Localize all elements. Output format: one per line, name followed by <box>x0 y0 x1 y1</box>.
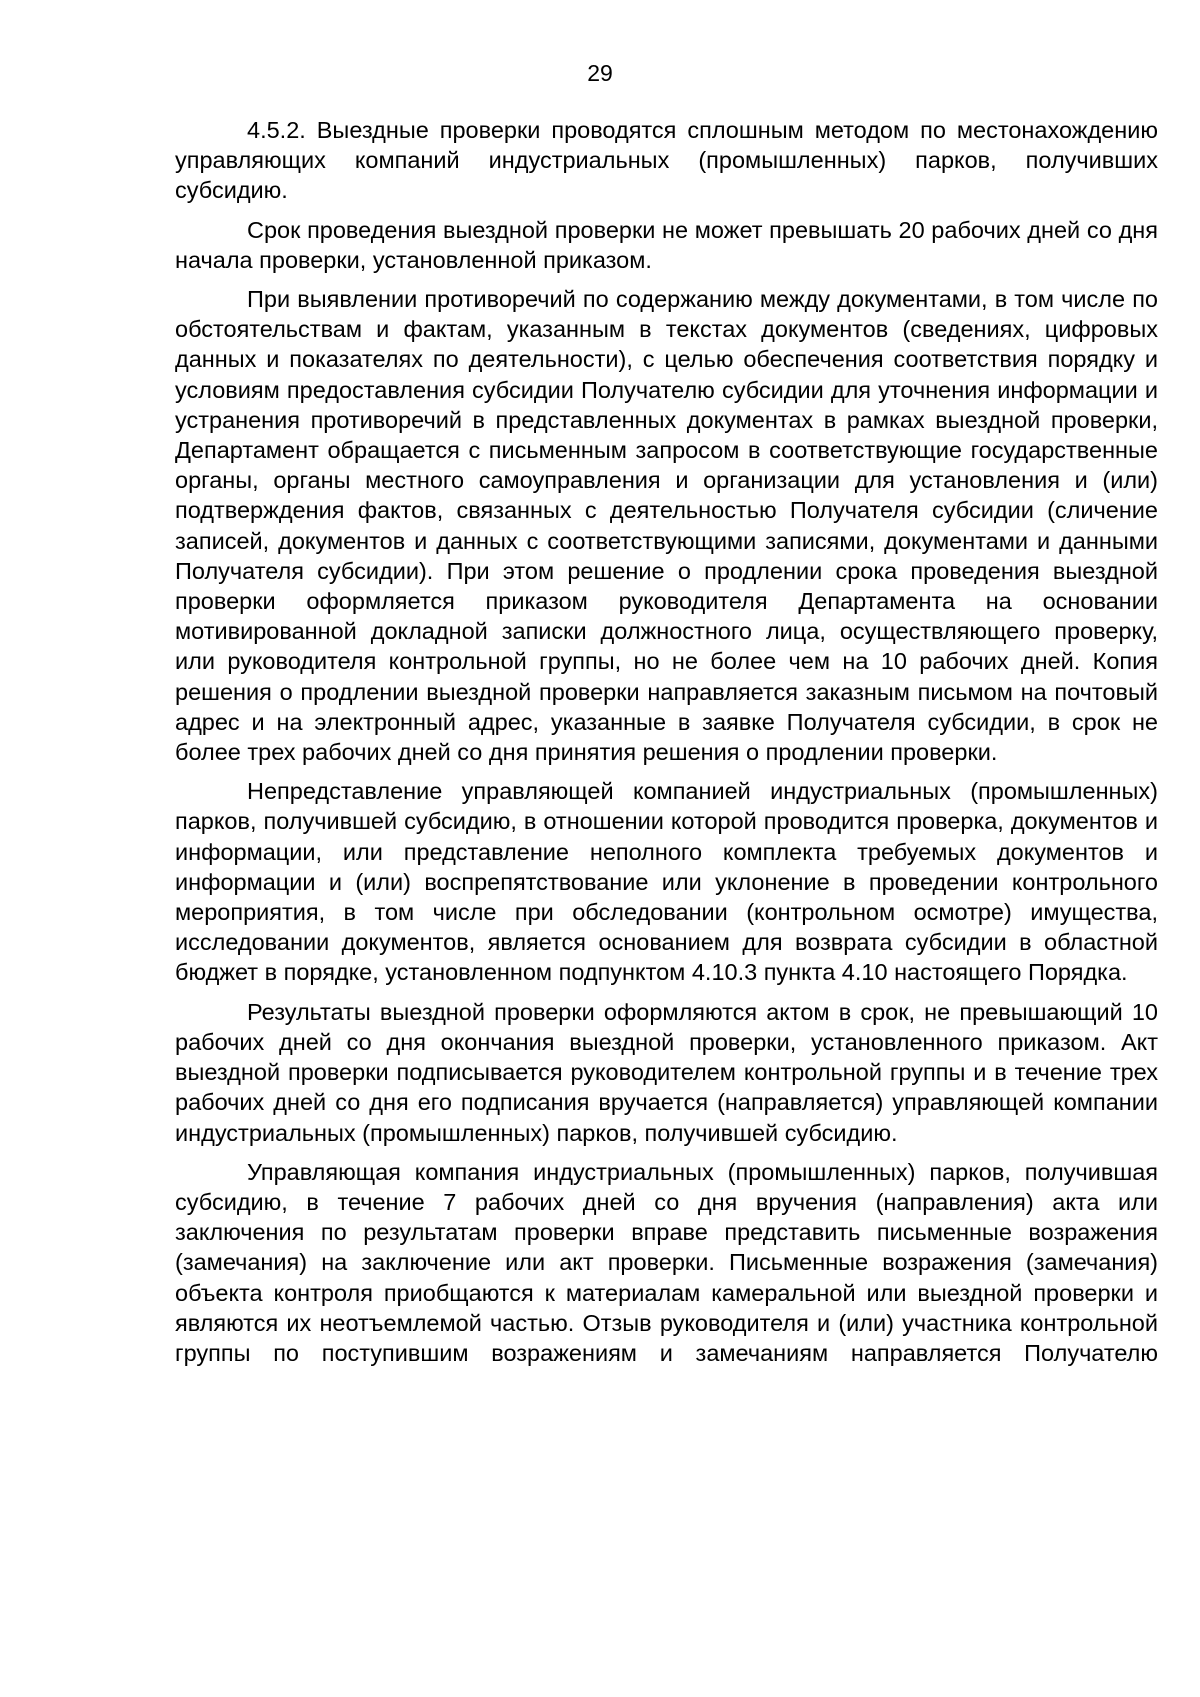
paragraph-inspection-term: Срок проведения выездной проверки не может превышать 20 рабочих дней со дня начала проверки, установленной приказом. <box>175 216 1158 273</box>
page-number: 29 <box>587 60 613 86</box>
paragraph-inspection-results: Результаты выездной проверки оформляются актом в срок, не превышающий 10 рабочих дней со дня окончания выездной проверки, установленного приказом. Акт выездной проверки подписывается руководителем контрольной группы и в течение трех рабочих дней со дня его подписания вручается (направляется) управляющей компании индустриальных (промышленных) парков, получившей субсидию. <box>175 998 1158 1146</box>
document-body <box>175 115 1158 1368</box>
paragraph-non-submission: Непредставление управляющей компанией индустриальных (промышленных) парков, получившей субсидию, в отношении которой проводится проверка, документов и информации, или представление неполного комплекта требуемых документов и информации и (или) воспрепятствование или уклонение в проведении контрольного мероприятия, в том числе при обследовании (контрольном осмотре) имущества, исследовании документов, является основанием для возврата субсидии в областной бюджет в порядке, установленном подпунктом 4.10.3 пункта 4.10 настоящего Порядка. <box>175 778 1158 986</box>
paragraph-objections: Управляющая компания индустриальных (промышленных) парков, получившая субсидию, в течение 7 рабочих дней со дня вручения (направления) акта или заключения по результатам проверки вправе представить письменные возражения (замечания) на заключение или акт проверки. Письменные возражения (замечания) объекта контроля приобщаются к материалам камеральной или выездной проверки и являются их неотъемлемой частью. Отзыв руководителя и (или) участника контрольной группы по поступившим возражениям и замечаниям направляется Получателю <box>175 1158 1158 1366</box>
paragraph-4-5-2: 4.5.2. Выездные проверки проводятся сплошным методом по местонахождению управляющих компаний индустриальных (промышленных) парков, получивших субсидию. <box>175 117 1158 204</box>
paragraph-contradictions: При выявлении противоречий по содержанию между документами, в том числе по обстоятельствам и фактам, указанным в текстах документов (сведениях, цифровых данных и показателях по деятельности), с целью обеспечения соответствия порядку и условиям предоставления субсидии Получателю субсидии для уточнения информации и устранения противоречий в представленных документах в рамках выездной проверки, Департамент обращается с письменным запросом в соответствующие государственные органы, органы местного самоуправления и организации для установления и (или) подтверждения фактов, связанных с деятельностью Получателя субсидии (сличение записей, документов и данных с соответствующими записями, документами и данными Получателя субсидии). При этом решение о продлении срока проведения выездной проверки оформляется приказом руководителя Департамента на основании мотивированной докладной записки должностного лица, осуществляющего проверку, или руководителя контрольной группы, но не более чем на 10 рабочих дней. Копия решения о продлении выездной проверки направляется заказным письмом на почтовый адрес и на электронный адрес, указанные в заявке Получателя субсидии, в срок не более трех рабочих дней со дня принятия решения о продлении проверки. <box>175 286 1158 766</box>
